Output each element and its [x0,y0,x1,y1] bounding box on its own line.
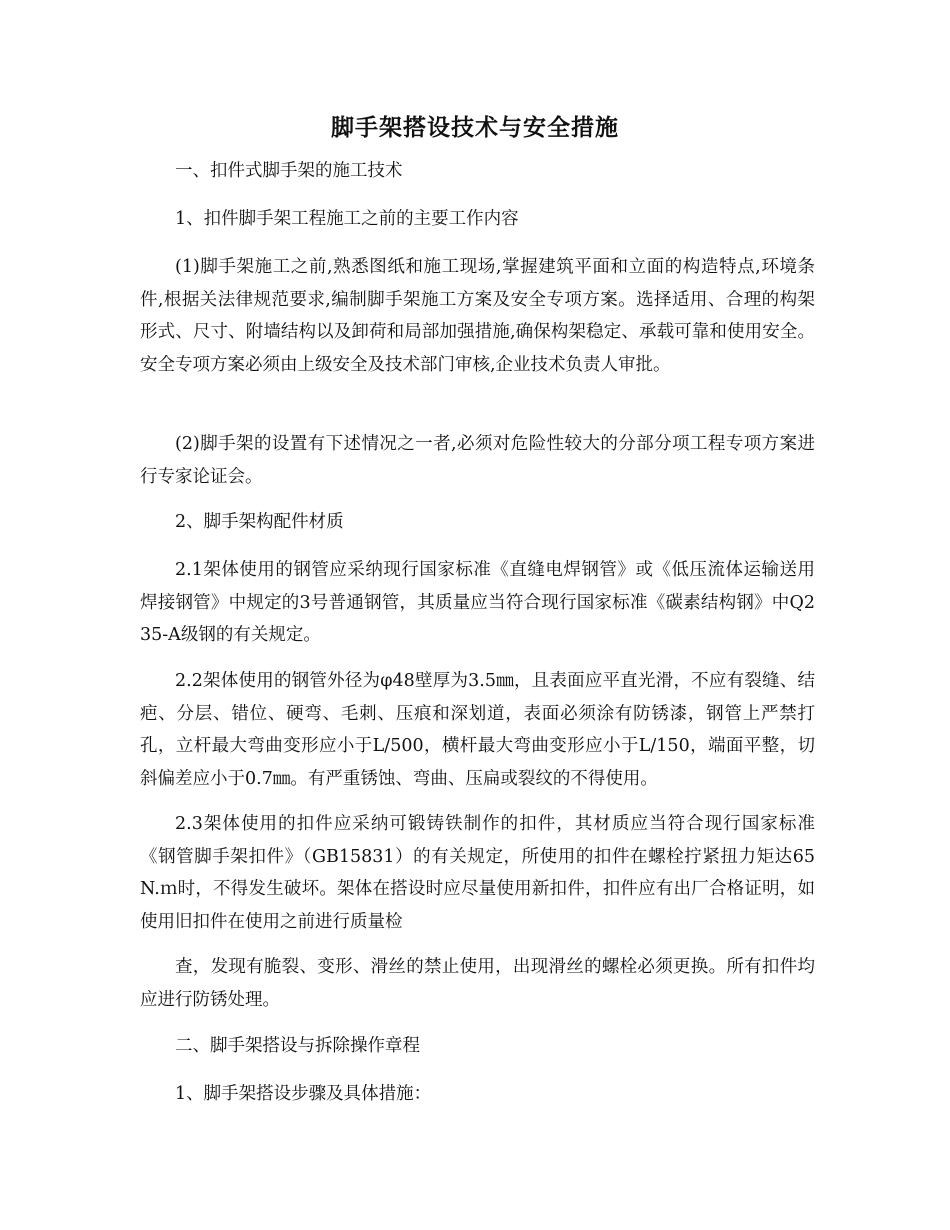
section-heading-1: 一、扣件式脚手架的施工技术 [175,161,403,181]
section-heading-2: 二、脚手架搭设与拆除操作章程 [175,1036,420,1056]
document-title: 脚手架搭设技术与安全措施 [331,114,619,141]
subsection-heading-1-2: 2、脚手架构配件材质 [175,512,344,532]
paragraph-material-2-1: 2.1架体使用的钢管应采纳现行国家标准《直缝电焊钢管》或《低压流体运输送用焊接钢管》中规定的3号普通钢管，其质量应当符合现行国家标准《碳素结构钢》中Q235-A级钢的有关规定。 [140,560,815,645]
paragraph-preparation-1: (1)脚手架施工之前,熟悉图纸和施工现场,掌握建筑平面和立面的构造特点,环境条件,根据关法律规范要求,编制脚手架施工方案及安全专项方案。选择适用、合理的构架形式、尺寸、附墙结构以及卸荷和局部加强措施,确保构架稳定、承载可靠和使用安全。安全专项方案必须由上级安全及技术部门审核,企业技术负责人审批。 [140,257,815,375]
paragraph-material-2-3: 2.3架体使用的扣件应采纳可锻铸铁制作的扣件，其材质应当符合现行国家标准《钢管脚手架扣件》（GB15831）的有关规定，所使用的扣件在螺栓拧紧扭力矩达65N.ｍ时，不得发生破坏。架体在搭设时应尽量使用新扣件，扣件应有出厂合格证明，如使用旧扣件在使用之前进行质量检 [140,814,815,932]
paragraph-material-2-3-continued: 查，发现有脆裂、变形、滑丝的禁止使用，出现滑丝的螺栓必须更换。所有扣件均应进行防锈处理。 [140,957,815,1010]
paragraph-material-2-2: 2.2架体使用的钢管外径为φ48壁厚为3.5㎜，且表面应平直光滑，不应有裂缝、结疤、分层、错位、硬弯、毛刺、压痕和深划道，表面必须涂有防锈漆，钢管上严禁打孔，立杆最大弯曲变形应小于L/500，横杆最大弯曲变形应小于L/150，端面平整，切斜偏差应小于0.7㎜。有严重锈蚀、弯曲、压扁或裂纹的不得使用。 [140,671,815,789]
subsection-heading-1-1: 1、扣件脚手架工程施工之前的主要工作内容 [175,209,519,229]
paragraph-preparation-2: (2)脚手架的设置有下述情况之一者,必须对危险性较大的分部分项工程专项方案进行专家论证会。 [140,434,815,487]
subsection-heading-2-1: 1、脚手架搭设步骤及具体措施： [175,1084,432,1104]
